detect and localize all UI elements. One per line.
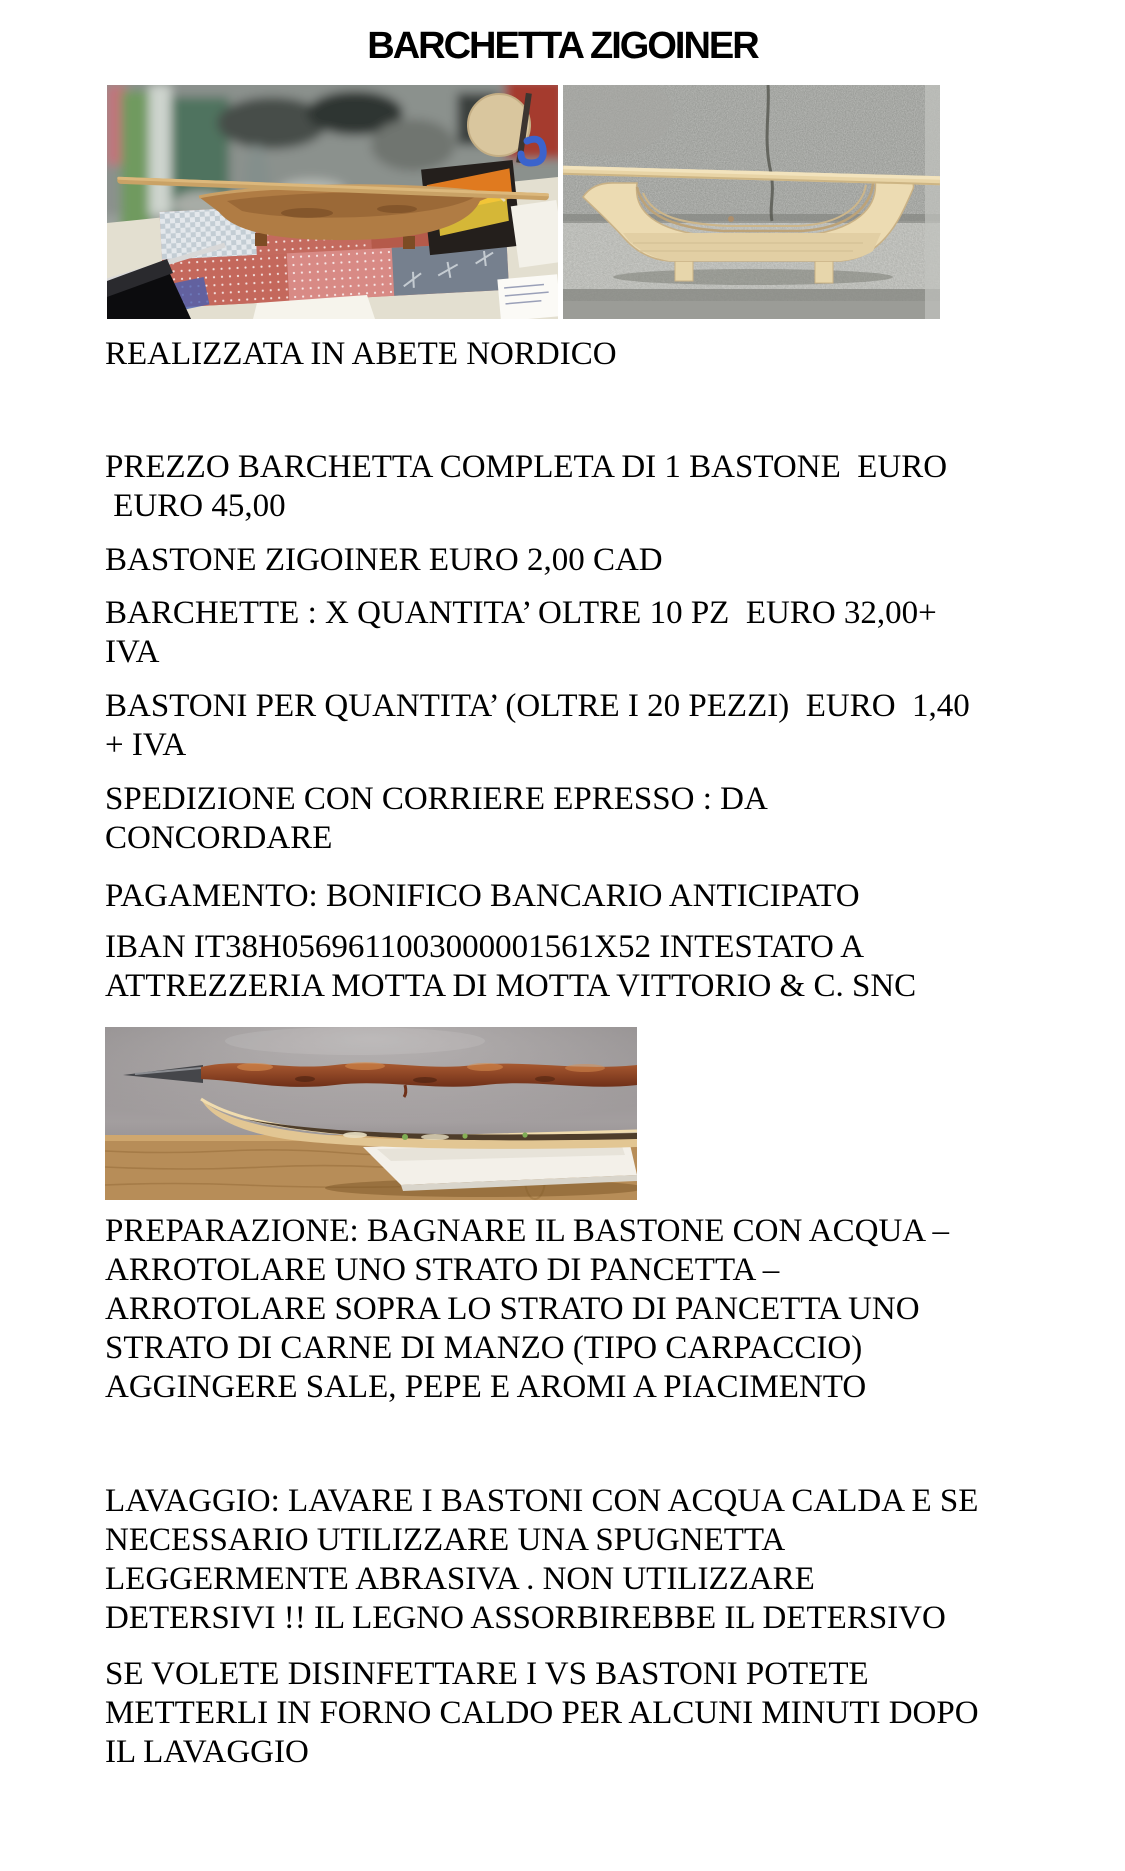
text-line: CONCORDARE	[105, 820, 333, 856]
photo-barchetta-shop	[107, 85, 558, 319]
ledge-front-shadow	[563, 289, 940, 301]
text-line: REALIZZATA IN ABETE NORDICO	[105, 336, 617, 372]
text-line: LEGGERMENTE ABRASIVA . NON UTILIZZARE	[105, 1561, 815, 1597]
frame-edge-light	[925, 85, 940, 319]
text-line: ARROTOLARE SOPRA LO STRATO DI PANCETTA UNO	[105, 1291, 920, 1327]
paragraph-iban	[105, 928, 916, 1006]
text-line: METTERLI IN FORNO CALDO PER ALCUNI MINUTI DOPO	[105, 1695, 979, 1731]
text-line: PREPARAZIONE: BAGNARE IL BASTONE CON ACQUA –	[105, 1213, 950, 1249]
paragraph-price-boats-qty	[105, 594, 937, 672]
steam-glow	[225, 1027, 485, 1055]
paragraph-washing	[105, 1482, 978, 1638]
text-line: DETERSIVI !! IL LEGNO ASSORBIREBBE IL DETERSIVO	[105, 1600, 946, 1636]
text-line: + IVA	[105, 727, 187, 763]
page-title: BARCHETTA ZIGOINER	[367, 25, 758, 67]
text-line: BARCHETTE : X QUANTITA’ OLTRE 10 PZ EURO 32,00+	[105, 595, 937, 631]
paragraph-price-stick	[105, 541, 663, 580]
text-line: BASTONI PER QUANTITA’ (OLTRE I 20 PEZZI) EURO 1,40	[105, 688, 970, 724]
photo-barchetta-food	[105, 1027, 637, 1200]
text-line: STRATO DI CARNE DI MANZO (TIPO CARPACCIO)	[105, 1330, 863, 1366]
paragraph-price-sticks-qty	[105, 687, 970, 765]
photo-shop-illustration	[107, 85, 558, 319]
text-line: ARROTOLARE UNO STRATO DI PANCETTA –	[105, 1252, 780, 1288]
text-line: PREZZO BARCHETTA COMPLETA DI 1 BASTONE EURO	[105, 449, 948, 485]
paragraph-disinfection	[105, 1655, 979, 1772]
text-line: PAGAMENTO: BONIFICO BANCARIO ANTICIPATO	[105, 878, 860, 914]
text-line: ATTREZZERIA MOTTA DI MOTTA VITTORIO & C. SNC	[105, 968, 917, 1004]
photo-food-illustration	[105, 1027, 637, 1200]
text-line: IL LAVAGGIO	[105, 1734, 309, 1770]
text-line: NECESSARIO UTILIZZARE UNA SPUGNETTA	[105, 1522, 786, 1558]
paragraph-material	[105, 335, 617, 374]
text-line: SPEDIZIONE CON CORRIERE EPRESSO : DA	[105, 781, 768, 817]
paragraph-price-complete	[105, 448, 947, 526]
text-line: EURO 45,00	[105, 488, 286, 524]
photo-stone-illustration	[563, 85, 940, 319]
photo-barchetta-stone	[563, 85, 940, 319]
text-line: BASTONE ZIGOINER EURO 2,00 CAD	[105, 542, 663, 578]
paragraph-preparation	[105, 1212, 949, 1407]
text-line: SE VOLETE DISINFETTARE I VS BASTONI POTETE	[105, 1656, 869, 1692]
text-line: AGGINGERE SALE, PEPE E AROMI A PIACIMENTO	[105, 1369, 867, 1405]
text-line: LAVAGGIO: LAVARE I BASTONI CON ACQUA CALDA E SE	[105, 1483, 979, 1519]
paragraph-shipping	[105, 780, 768, 858]
ledge-front	[563, 301, 940, 319]
paragraph-payment	[105, 877, 860, 916]
text-line: IVA	[105, 634, 160, 670]
text-line: IBAN IT38H0569611003000001561X52 INTESTATO A	[105, 929, 865, 965]
